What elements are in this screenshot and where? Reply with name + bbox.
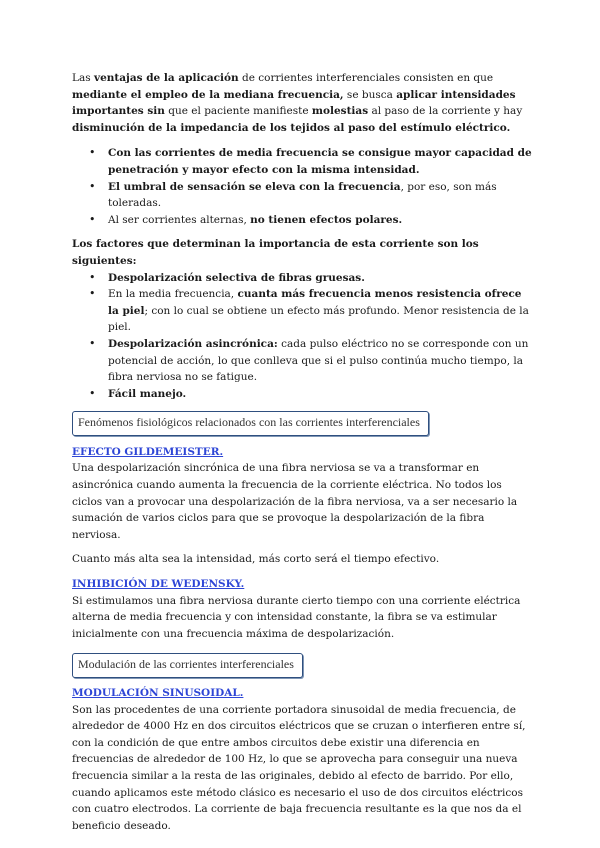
intro-text: Las (72, 72, 94, 84)
list-item (72, 179, 534, 212)
list-item (72, 386, 534, 403)
intro-paragraph (72, 70, 534, 136)
gildemeister-paragraph-2: Cuanto más alta sea la intensidad, más corto será el tiempo efectivo. (72, 553, 440, 566)
list-item-bold: cuanta más frecuencia menos resistencia ofrece la piel (108, 288, 522, 317)
gildemeister-heading: EFECTO GILDEMEISTER. (72, 445, 224, 458)
section-title-box: Modulación de las corrientes interferenciales (72, 653, 303, 678)
section-title-box: Fenómenos fisiológicos relacionados con las corrientes interferenciales (72, 411, 429, 436)
list-item (72, 336, 534, 386)
factors-title (72, 236, 534, 269)
list-item-bold: Despolarización asincrónica: (108, 337, 278, 350)
list-item (72, 145, 534, 178)
intro-text: que el paciente manifieste (164, 105, 312, 118)
sinusoidal-paragraph: Son las procedentes de una corriente portadora sinusoidal de media frecuencia, de alrededor de 4000 Hz en dos circuitos eléctricos que se cruzan o interfieren entre sí, con la condición de que entre ambos circuitos debe existir una diferencia en frecuencias de alrededor de 100 Hz, lo que se aprovecha para conseguir una nueva frecuencia similar a la resta de las originales, debido al efecto de barrido. Por ello, cuando aplicamos este método clásico es necesario el uso de dos circuitos eléctricos con cuatro electrodos. La corriente de baja frecuencia resultante es la que nos da el beneficio deseado. (72, 703, 526, 832)
list-item-text: , por eso, son más toleradas. (108, 180, 497, 210)
list-item-text: En la media frecuencia, (108, 288, 238, 301)
factors-title-text: Los factores que determinan la importancia de esta corriente son los siguientes: (72, 238, 479, 267)
list-item-text: cada pulso eléctrico no se corresponde con un potencial de acción, lo que conlleva que si el pulso continúa mucho tiempo, la fibra nerviosa no se fatigue. (108, 337, 529, 384)
list-item-bold: El umbral de sensación se eleva con la frecuencia (108, 180, 401, 193)
list-item-bold: Con las corrientes de media frecuencia se consigue mayor capacidad de penetración y mayor efecto con la misma intensidad. (108, 147, 532, 176)
list-item-bold: no tienen efectos polares. (250, 213, 403, 226)
intro-bold: disminución de la impedancia de los tejidos al paso del estímulo eléctrico. (72, 121, 511, 134)
list-item-bold: Fácil manejo. (108, 387, 187, 400)
intro-bold: mediante el empleo de la mediana frecuencia, (72, 88, 344, 101)
list-item (72, 212, 534, 229)
list-item (72, 270, 534, 287)
advantages-list (72, 145, 534, 228)
intro-bold: aplicar intensidades importantes sin (72, 88, 516, 118)
document-page (72, 70, 534, 834)
intro-bold: ventajas de la aplicación (93, 72, 239, 84)
factors-list (72, 270, 534, 403)
list-item-text: ; con lo cual se obtiene un efecto más profundo. Menor resistencia de la piel. (108, 304, 529, 334)
list-item-bold: Despolarización selectiva de fibras gruesas. (108, 271, 365, 284)
intro-bold: molestias (311, 105, 369, 118)
wedensky-paragraph: Si estimulamos una fibra nerviosa durante cierto tiempo con una corriente eléctrica alterna de media frecuencia y con intensidad constante, la fibra se va estimular inicialmente con una frecuencia máxima de despolarización. (72, 594, 521, 640)
list-item-text: Al ser corrientes alternas, (108, 213, 251, 226)
intro-text: de corrientes interferenciales consisten en que (238, 72, 494, 84)
intro-text: se busca (343, 88, 397, 101)
list-item (72, 286, 534, 336)
sinusoidal-heading: MODULACIÓN SINUSOIDAL. (72, 687, 244, 699)
gildemeister-paragraph: Una despolarización sincrónica de una fibra nerviosa se va a transformar en asincrónica cuando aumenta la frecuencia de la corriente eléctrica. No todos los ciclos van a provocar una despolarización de la fibra nerviosa, va a ser necesario la sumación de varios ciclos para que se provoque la despolarización de la fibra nerviosa. (72, 462, 518, 541)
wedensky-heading: INHIBICIÓN DE WEDENSKY. (72, 578, 245, 591)
intro-text: al paso de la corriente y hay (368, 105, 523, 118)
